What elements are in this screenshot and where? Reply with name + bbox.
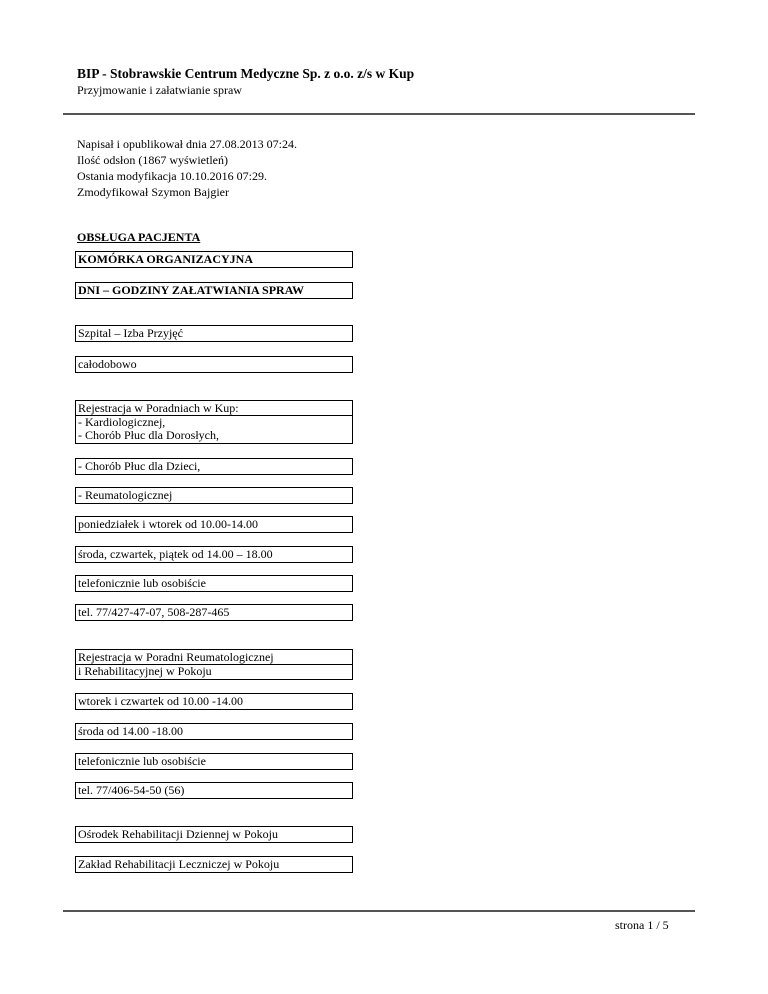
unit-header-cell: KOMÓRKA ORGANIZACYJNA <box>75 251 353 268</box>
kup-phone-cell: tel. 77/427-47-07, 508-287-465 <box>75 604 353 621</box>
hospital-hours-cell: całodobowo <box>75 356 353 373</box>
kup-registration-cell <box>75 400 353 444</box>
pokoj-hours-tue-thu-cell: wtorek i czwartek od 10.00 -14.00 <box>75 693 353 710</box>
meta-modified-by: Zmodyfikował Szymon Bajgier <box>77 185 229 199</box>
document-title: BIP - Stobrawskie Centrum Medyczne Sp. z o.o. z/s w Kup <box>77 66 415 81</box>
pokoj-phone-cell: tel. 77/406-54-50 (56) <box>75 782 353 799</box>
meta-published: Napisał i opublikował dnia 27.08.2013 07:24. <box>77 137 297 151</box>
kup-registration-title: Rejestracja w Poradniach w Kup: <box>78 401 239 415</box>
pokoj-registration-title: Rejestracja w Poradni Reumatologicznej <box>78 650 274 664</box>
section-title: OBSŁUGA PACJENTA <box>77 230 201 244</box>
pokoj-hours-wed-cell: środa od 14.00 -18.00 <box>75 723 353 740</box>
pokoj-registration-rehab: i Rehabilitacyjnej w Pokoju <box>76 664 352 678</box>
meta-modified: Ostania modyfikacja 10.10.2016 07:29. <box>77 169 267 183</box>
kup-registration-lungs-adults: - Chorób Płuc dla Dorosłych, <box>78 428 219 442</box>
bottom-divider <box>63 910 695 912</box>
rehab-day-center-cell: Ośrodek Rehabilitacji Dziennej w Pokoju <box>75 826 353 843</box>
document-subtitle: Przyjmowanie i załatwianie spraw <box>77 83 242 97</box>
pokoj-registration-cell <box>75 649 353 680</box>
kup-hours-mon-tue-cell: poniedziałek i wtorek od 10.00-14.00 <box>75 516 353 533</box>
kup-children-cell: - Chorób Płuc dla Dzieci, <box>75 458 353 475</box>
meta-views: Ilość odsłon (1867 wyświetleń) <box>77 153 228 167</box>
pokoj-contact-cell: telefonicznie lub osobiście <box>75 753 353 770</box>
hours-header-cell: DNI – GODZINY ZAŁATWIANIA SPRAW <box>75 282 353 299</box>
kup-contact-cell: telefonicznie lub osobiście <box>75 575 353 592</box>
kup-hours-wed-fri-cell: środa, czwartek, piątek od 14.00 – 18.00 <box>75 546 353 563</box>
rehab-medical-cell: Zakład Rehabilitacji Leczniczej w Pokoju <box>75 856 353 873</box>
kup-registration-cardiology: - Kardiologicznej, <box>76 415 352 429</box>
kup-rheumatology-cell: - Reumatologicznej <box>75 487 353 504</box>
top-divider <box>63 113 695 115</box>
hospital-cell: Szpital – Izba Przyjęć <box>75 325 353 342</box>
page-number: strona 1 / 5 <box>615 918 669 932</box>
